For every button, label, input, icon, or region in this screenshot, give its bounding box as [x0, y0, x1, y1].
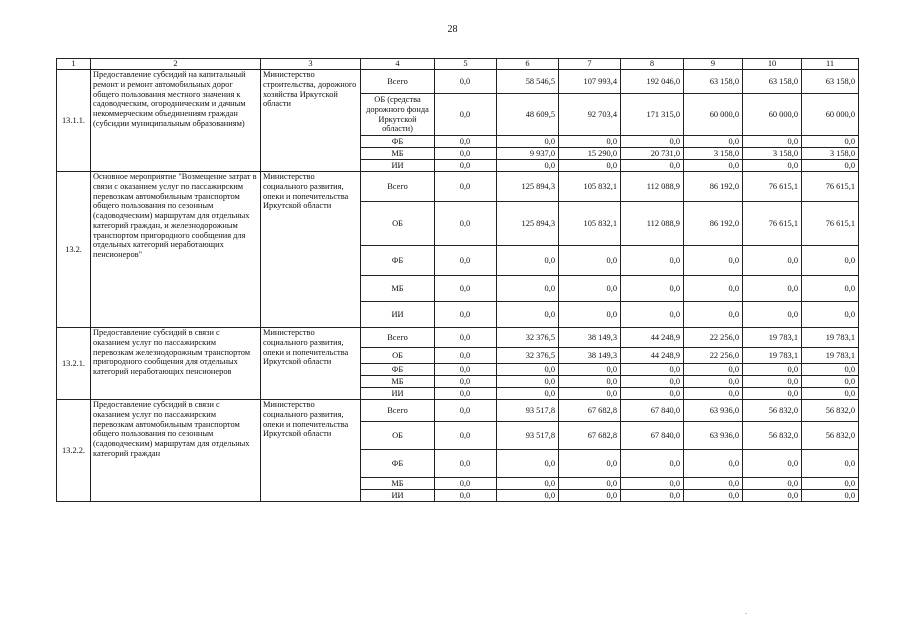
amount-cell: 60 000,0	[743, 94, 802, 136]
amount-cell: 0,0	[621, 364, 684, 376]
amount-cell: 0,0	[684, 276, 743, 302]
amount-cell: 0,0	[684, 364, 743, 376]
funding-source: ОБ	[361, 422, 435, 450]
amount-cell: 0,0	[802, 450, 859, 478]
amount-cell: 0,0	[621, 388, 684, 400]
amount-cell: 0,0	[621, 376, 684, 388]
amount-cell: 76 615,1	[802, 172, 859, 202]
amount-cell: 76 615,1	[743, 172, 802, 202]
funding-source: МБ	[361, 376, 435, 388]
amount-cell: 38 149,3	[559, 328, 621, 348]
amount-cell: 0,0	[743, 136, 802, 148]
funding-source: Всего	[361, 172, 435, 202]
amount-cell: 0,0	[802, 364, 859, 376]
amount-cell: 0,0	[435, 478, 497, 490]
amount-cell: 0,0	[559, 160, 621, 172]
amount-cell: 0,0	[621, 478, 684, 490]
item-code: 13.2.	[57, 172, 91, 328]
amount-cell: 76 615,1	[802, 202, 859, 246]
item-name: Предоставление субсидий в связи с оказанием услуг по пассажирским перевозкам железнодорожным транспортом пригородного сообщения для отдельных категорий неработающих пенсионеров	[91, 328, 261, 400]
column-header: 5	[435, 59, 497, 70]
amount-cell: 105 832,1	[559, 172, 621, 202]
item-code: 13.2.2.	[57, 400, 91, 502]
amount-cell: 0,0	[435, 490, 497, 502]
amount-cell: 107 993,4	[559, 70, 621, 94]
amount-cell: 0,0	[743, 302, 802, 328]
amount-cell: 0,0	[802, 160, 859, 172]
funding-source: ОБ (средства дорожного фонда Иркутской области)	[361, 94, 435, 136]
amount-cell: 0,0	[435, 364, 497, 376]
amount-cell: 58 546,5	[497, 70, 559, 94]
funding-source: ОБ	[361, 202, 435, 246]
item-executor: Министерство социального развития, опеки и попечительства Иркутской области	[261, 328, 361, 400]
funding-source: ИИ	[361, 160, 435, 172]
amount-cell: 19 783,1	[743, 328, 802, 348]
amount-cell: 0,0	[435, 328, 497, 348]
amount-cell: 0,0	[435, 276, 497, 302]
amount-cell: 63 158,0	[684, 70, 743, 94]
amount-cell: 0,0	[497, 478, 559, 490]
amount-cell: 3 158,0	[743, 148, 802, 160]
amount-cell: 20 731,0	[621, 148, 684, 160]
column-header: 6	[497, 59, 559, 70]
amount-cell: 0,0	[743, 478, 802, 490]
funding-source: ИИ	[361, 490, 435, 502]
column-header: 9	[684, 59, 743, 70]
amount-cell: 0,0	[559, 136, 621, 148]
amount-cell: 3 158,0	[802, 148, 859, 160]
amount-cell: 38 149,3	[559, 348, 621, 364]
amount-cell: 0,0	[559, 276, 621, 302]
amount-cell: 63 936,0	[684, 400, 743, 422]
amount-cell: 63 158,0	[802, 70, 859, 94]
amount-cell: 32 376,5	[497, 328, 559, 348]
amount-cell: 0,0	[435, 70, 497, 94]
amount-cell: 19 783,1	[743, 348, 802, 364]
amount-cell: 0,0	[435, 148, 497, 160]
item-code: 13.1.1.	[57, 70, 91, 172]
amount-cell: 86 192,0	[684, 202, 743, 246]
amount-cell: 0,0	[497, 490, 559, 502]
amount-cell: 3 158,0	[684, 148, 743, 160]
item-executor: Министерство социального развития, опеки и попечительства Иркутской области	[261, 172, 361, 328]
amount-cell: 93 517,8	[497, 422, 559, 450]
funding-source: Всего	[361, 328, 435, 348]
column-header: 3	[261, 59, 361, 70]
amount-cell: 0,0	[435, 388, 497, 400]
column-header: 4	[361, 59, 435, 70]
funding-source: ФБ	[361, 364, 435, 376]
amount-cell: 105 832,1	[559, 202, 621, 246]
amount-cell: 0,0	[435, 246, 497, 276]
funding-source: Всего	[361, 400, 435, 422]
amount-cell: 0,0	[559, 246, 621, 276]
amount-cell: 0,0	[684, 136, 743, 148]
amount-cell: 0,0	[559, 490, 621, 502]
item-name: Предоставление субсидий на капитальный ремонт и ремонт автомобильных дорог общего пользования местного значения к садоводческим, огородническим и дачным некоммерческим объединениям граждан (субсидии муниципальным образованиям)	[91, 70, 261, 172]
amount-cell: 0,0	[497, 246, 559, 276]
amount-cell: 0,0	[802, 246, 859, 276]
amount-cell: 0,0	[802, 302, 859, 328]
amount-cell: 67 682,8	[559, 400, 621, 422]
amount-cell: 0,0	[497, 302, 559, 328]
amount-cell: 48 609,5	[497, 94, 559, 136]
amount-cell: 22 256,0	[684, 348, 743, 364]
amount-cell: 67 840,0	[621, 400, 684, 422]
corner-mark: .	[745, 607, 747, 616]
table-row	[57, 70, 859, 94]
amount-cell: 86 192,0	[684, 172, 743, 202]
funding-source: Всего	[361, 70, 435, 94]
amount-cell: 0,0	[743, 388, 802, 400]
funding-source: МБ	[361, 148, 435, 160]
amount-cell: 9 937,0	[497, 148, 559, 160]
amount-cell: 0,0	[497, 276, 559, 302]
amount-cell: 0,0	[684, 246, 743, 276]
funding-source: ИИ	[361, 302, 435, 328]
amount-cell: 192 046,0	[621, 70, 684, 94]
item-name: Основное мероприятие "Возмещение затрат в связи с оказанием услуг по пассажирским перевозкам автомобильным транспортом общего пользования по сезонным (садоводческим) маршрутам для отдельных категорий граждан, и железнодорожным транспортом пригородного сообщения для отдельных категорий неработающих пенсионеров"	[91, 172, 261, 328]
item-executor: Министерство строительства, дорожного хозяйства Иркутской области	[261, 70, 361, 172]
funding-source: ФБ	[361, 136, 435, 148]
amount-cell: 0,0	[435, 172, 497, 202]
amount-cell: 112 088,9	[621, 172, 684, 202]
funding-source: МБ	[361, 478, 435, 490]
amount-cell: 0,0	[497, 364, 559, 376]
amount-cell: 0,0	[743, 160, 802, 172]
amount-cell: 67 840,0	[621, 422, 684, 450]
amount-cell: 0,0	[497, 160, 559, 172]
amount-cell: 93 517,8	[497, 400, 559, 422]
funding-source: ФБ	[361, 450, 435, 478]
amount-cell: 0,0	[684, 376, 743, 388]
amount-cell: 63 936,0	[684, 422, 743, 450]
amount-cell: 56 832,0	[802, 400, 859, 422]
amount-cell: 0,0	[497, 136, 559, 148]
amount-cell: 0,0	[435, 160, 497, 172]
amount-cell: 0,0	[802, 276, 859, 302]
amount-cell: 0,0	[559, 478, 621, 490]
amount-cell: 0,0	[435, 136, 497, 148]
amount-cell: 0,0	[497, 388, 559, 400]
amount-cell: 0,0	[802, 490, 859, 502]
amount-cell: 0,0	[435, 302, 497, 328]
amount-cell: 60 000,0	[684, 94, 743, 136]
column-header: 8	[621, 59, 684, 70]
amount-cell: 92 703,4	[559, 94, 621, 136]
amount-cell: 0,0	[684, 478, 743, 490]
column-header: 10	[743, 59, 802, 70]
funding-source: ФБ	[361, 246, 435, 276]
amount-cell: 0,0	[621, 490, 684, 502]
table-row	[57, 172, 859, 202]
item-code: 13.2.1.	[57, 328, 91, 400]
column-header: 2	[91, 59, 261, 70]
amount-cell: 125 894,3	[497, 172, 559, 202]
amount-cell: 0,0	[743, 376, 802, 388]
amount-cell: 0,0	[743, 246, 802, 276]
amount-cell: 0,0	[743, 276, 802, 302]
amount-cell: 0,0	[684, 388, 743, 400]
amount-cell: 56 832,0	[743, 422, 802, 450]
amount-cell: 0,0	[621, 160, 684, 172]
table-row	[57, 400, 859, 422]
amount-cell: 0,0	[497, 376, 559, 388]
amount-cell: 0,0	[621, 302, 684, 328]
amount-cell: 0,0	[621, 246, 684, 276]
amount-cell: 125 894,3	[497, 202, 559, 246]
amount-cell: 112 088,9	[621, 202, 684, 246]
column-header: 1	[57, 59, 91, 70]
amount-cell: 0,0	[743, 364, 802, 376]
amount-cell: 0,0	[684, 450, 743, 478]
item-name: Предоставление субсидий в связи с оказанием услуг по пассажирским перевозкам автомобильным транспортом общего пользования по сезонным (садоводческим) маршрутам для отдельных категорий граждан	[91, 400, 261, 502]
amount-cell: 0,0	[435, 348, 497, 364]
amount-cell: 0,0	[621, 136, 684, 148]
amount-cell: 44 248,9	[621, 348, 684, 364]
amount-cell: 0,0	[559, 364, 621, 376]
amount-cell: 0,0	[435, 376, 497, 388]
amount-cell: 0,0	[497, 450, 559, 478]
amount-cell: 19 783,1	[802, 348, 859, 364]
amount-cell: 0,0	[802, 478, 859, 490]
amount-cell: 0,0	[435, 400, 497, 422]
column-header: 7	[559, 59, 621, 70]
amount-cell: 0,0	[621, 450, 684, 478]
amount-cell: 0,0	[435, 450, 497, 478]
amount-cell: 0,0	[802, 136, 859, 148]
amount-cell: 0,0	[743, 490, 802, 502]
amount-cell: 0,0	[802, 376, 859, 388]
amount-cell: 19 783,1	[802, 328, 859, 348]
table-row	[57, 328, 859, 348]
amount-cell: 56 832,0	[743, 400, 802, 422]
amount-cell: 56 832,0	[802, 422, 859, 450]
amount-cell: 67 682,8	[559, 422, 621, 450]
amount-cell: 0,0	[559, 376, 621, 388]
amount-cell: 0,0	[684, 490, 743, 502]
amount-cell: 0,0	[559, 388, 621, 400]
amount-cell: 0,0	[802, 388, 859, 400]
amount-cell: 0,0	[435, 202, 497, 246]
funding-source: ОБ	[361, 348, 435, 364]
amount-cell: 0,0	[435, 422, 497, 450]
amount-cell: 60 000,0	[802, 94, 859, 136]
amount-cell: 0,0	[684, 160, 743, 172]
amount-cell: 0,0	[743, 450, 802, 478]
amount-cell: 15 290,0	[559, 148, 621, 160]
amount-cell: 171 315,0	[621, 94, 684, 136]
funding-source: МБ	[361, 276, 435, 302]
item-executor: Министерство социального развития, опеки и попечительства Иркутской области	[261, 400, 361, 502]
amount-cell: 22 256,0	[684, 328, 743, 348]
amount-cell: 76 615,1	[743, 202, 802, 246]
budget-table	[56, 58, 859, 502]
page-number: 28	[447, 24, 458, 35]
amount-cell: 63 158,0	[743, 70, 802, 94]
amount-cell: 32 376,5	[497, 348, 559, 364]
amount-cell: 0,0	[559, 302, 621, 328]
column-header: 11	[802, 59, 859, 70]
column-number-row	[57, 59, 859, 70]
amount-cell: 0,0	[684, 302, 743, 328]
amount-cell: 0,0	[559, 450, 621, 478]
amount-cell: 44 248,9	[621, 328, 684, 348]
amount-cell: 0,0	[435, 94, 497, 136]
amount-cell: 0,0	[621, 276, 684, 302]
funding-source: ИИ	[361, 388, 435, 400]
